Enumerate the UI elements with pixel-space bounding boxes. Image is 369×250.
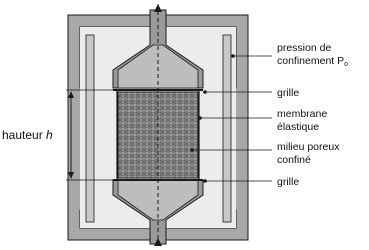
label-membrane-line2: élastique [277, 121, 320, 133]
label-pression-line2: confinement Po [277, 55, 349, 68]
label-hauteur: hauteur h [2, 128, 53, 142]
right-rod [223, 35, 231, 222]
label-milieu-line2: confiné [277, 154, 311, 166]
label-grille-bottom: grille [277, 176, 300, 188]
label-pression-line1: pression de [277, 42, 332, 54]
label-milieu-line1: milieu poreux [277, 141, 340, 153]
label-membrane-line1: membrane [277, 108, 328, 120]
left-rod [86, 35, 94, 222]
label-grille-top: grille [277, 87, 300, 99]
top-flow-arrow-icon [154, 4, 162, 12]
